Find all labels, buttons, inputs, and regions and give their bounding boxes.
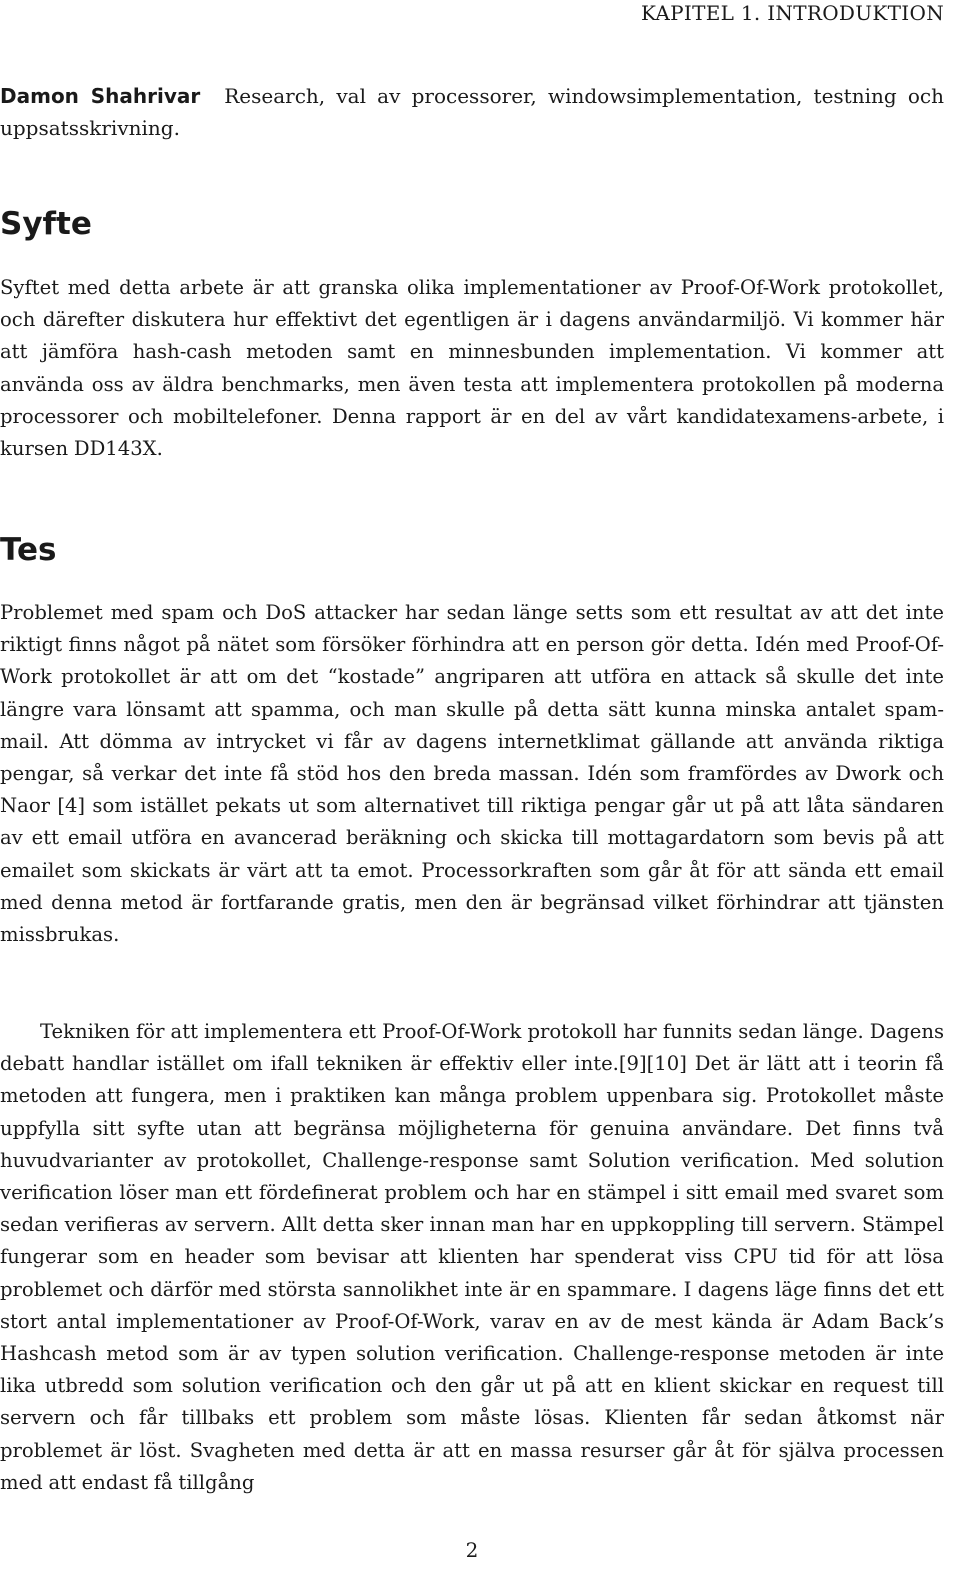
author-name: Damon Shahrivar: [0, 84, 201, 108]
syfte-paragraph: Syftet med detta arbete är att granska olika implementationer av Proof-Of-Work protokollet, och därefter diskutera hur effektivt det egentligen är i dagens användarmiljö. Vi kommer här att jämföra hash-cash metoden samt en minnesbunden implementation. Vi kommer att använda oss av äldra benchmarks, men även testa att implementera protokollen på moderna processorer och mobiltelefoner. Denna rapport är en del av vårt kandidatexamens-arbete, i kursen DD143X.: [0, 276, 944, 461]
tes-paragraph-2: Tekniken för att implementera ett Proof-Of-Work protokoll har funnits sedan länge. Dagens debatt handlar istället om ifall tekniken är effektiv eller inte.[9][10] Det är lätt att i teorin få metoden att fungera, men i praktiken kan många problem uppenbara sig. Protokollet måste uppfylla sitt syfte utan att begränsa möjligheterna för genuina användare. Det finns två huvudvarianter av protokollet, Challenge-response samt Solution verification. Med solution verification löser man ett fördefinerat problem och har en stämpel i sitt email med svaret som sedan verifieras av servern. Allt detta sker innan man har en uppkoppling till servern. Stämpel fungerar som en header som bevisar att klienten har spenderat viss CPU tid för att lösa problemet och därför med största sannolikhet inte är en spammare. I dagens läge finns det ett stort antal implementationer av Proof-Of-Work, varav en av de mest kända är Adam Back’s Hashcash metod som är av typen solution verification. Challenge-response metoden är inte lika utbredd som solution verification och den går ut på att en klient skickar en request till servern och får tillbaks ett problem som måste lösas. Klienten får sedan åtkomst när problemet är löst. Svagheten med detta är att en massa resurser går åt för själva processen med att endast få tillgång: [0, 1020, 944, 1494]
author-contribution: [0, 80, 944, 144]
tes-paragraph-1: Problemet med spam och DoS attacker har sedan länge setts som ett resultat av att det inte riktigt finns något på nätet som försöker förhindra att en person gör detta. Idén med Proof-Of-Work protokollet är att om det “kostade” angriparen att utföra en attack så skulle det inte längre vara lönsamt att spamma, och man skulle på detta sätt kunna minska antalet spam-mail. Att dömma av intrycket vi får av dagens internetklimat gällande att använda riktiga pengar, så verkar det inte få stöd hos den breda massan. Idén som framfördes av Dwork och Naor [4] som istället pekats ut som alternativet till riktiga pengar går ut på att låta sändaren av ett email utföra en avancerad beräkning och skicka till mottagardatorn som bevis på att emailet som skickats är värt att ta emot. Processorkraften som går åt för att sända ett email med denna metod är fortfarande gratis, men den är begränsad vilket förhindrar att tjänsten missbrukas.: [0, 601, 944, 947]
section-heading-syfte: Syfte: [0, 206, 92, 242]
page-number: 2: [465, 1538, 479, 1562]
author-contribution-text: Research, val av processorer, windowsimplementation, testning och uppsatsskrivning.: [0, 84, 945, 140]
section-heading-tes: Tes: [0, 532, 57, 568]
running-head: KAPITEL 1. INTRODUKTION: [640, 1, 944, 25]
